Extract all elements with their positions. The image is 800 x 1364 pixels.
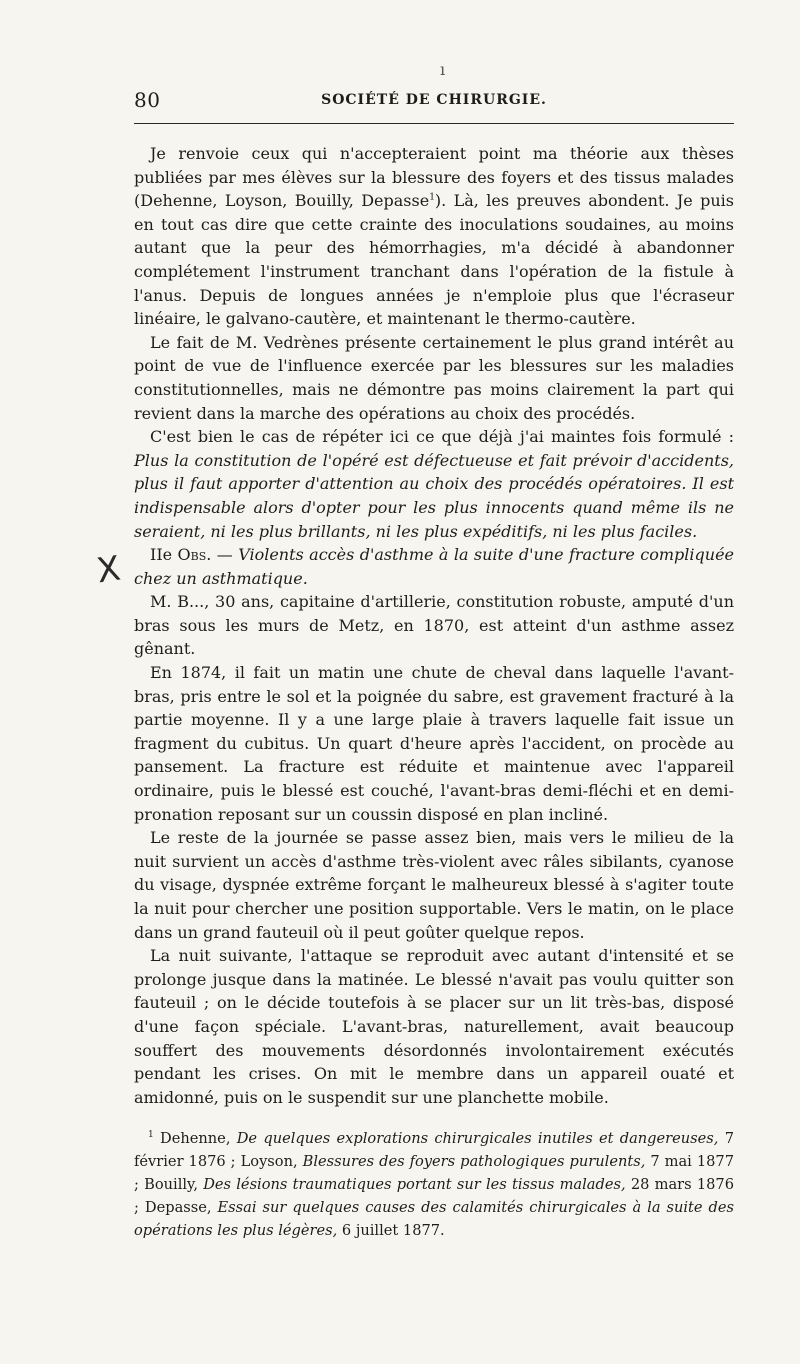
observation-heading: IIe Obs. — Violents accès d'asthme à la suite d'une fracture compliquée chez un asthmatique. — [134, 545, 735, 588]
paragraph-2: Le fait de M. Vedrènes présente certainement le plus grand intérêt au point de vue de l'influence exercée par les blessures sur les maladies constitutionnelles, mais ne démontre pas moins clairement la part qui revient dans la marche des opérations au choix des procédés. — [134, 332, 734, 423]
paragraph-5: En 1874, il fait un matin une chute de cheval dans laquelle l'avant-bras, pris entre le sol et la poignée du sabre, est gravement fracturé à la partie moyenne. Il y a une large plaie à travers laquelle fait issue un fragment du cubitus. Un quart d'heure après l'accident, on procède au pansement. La fracture est réduite et maintenue avec l'appareil ordinaire, puis le blessé est couché, l'avant-bras demi-fléchi et en demi-pronation reposant sur un coussin disposé en plan incliné. — [134, 663, 734, 824]
header-rule — [134, 123, 734, 124]
paragraph-3: C'est bien le cas de répéter ici ce que déjà j'ai maintes fois formulé : Plus la constitution de l'opéré est défectueuse et fait prévoir d'accidents, plus il faut apporter d'attention au choix des procédés opératoires. Il est indispensable alors d'opter pour les plus innocents quand même ils ne seraient, ni les plus brillants, ni les plus expéditifs, ni les plus faciles. — [134, 427, 734, 541]
pencil-tick-mark: ı — [440, 60, 446, 79]
running-title: SOCIÉTÉ DE CHIRURGIE. — [321, 92, 547, 108]
footnote: $^1$ Dehenne, De quelques explorations chirurgicales inutiles et dangereuses, 7 février 1876 ; Loyson, Blessures des foyers pathologiques purulents, 7 mai 1877 ; Bouilly, Des lésions traumatiques portant sur les tissus malades, 28 mars 1876 ; Depasse, Essai sur quelques causes des calamités chirurgicales à la suite des opérations les plus légères, 6 juillet 1877. — [134, 1130, 734, 1239]
paragraph-4: M. B..., 30 ans, capitaine d'artillerie, constitution robuste, amputé d'un bras sous les murs de Metz, en 1870, est atteint d'un asthme assez gênant. — [134, 592, 734, 659]
paragraph-7: La nuit suivante, l'attaque se reproduit avec autant d'intensité et se prolonge jusque dans la matinée. Le blessé n'avait pas voulu quitter son fauteuil ; on le décide toutefois à se placer sur un lit très-bas, disposé d'une façon spéciale. L'avant-bras, naturellement, avait beaucoup souffert des mouvements désordonnés involontairement exécutés pendant les crises. On mit le membre dans un appareil ouaté et amidonné, puis on le suspendit sur une planchette mobile. — [134, 946, 734, 1107]
maxim: Plus la constitution de l'opéré est défectueuse et fait prévoir d'accidents, plus il faut apporter d'attention au choix des procédés opératoires. Il est indispensable alors d'opter pour les plus innocents quand même ils ne seraient, ni les plus brillants, ni les plus expéditifs, ni les plus faciles. — [134, 450, 734, 541]
page-header — [134, 88, 734, 118]
margin-cross-mark: X — [94, 548, 123, 592]
observation-title: Violents accès d'asthme à la suite d'une fracture compliquée chez un asthmatique. — [134, 545, 735, 588]
paragraph-1: Je renvoie ceux qui n'accepteraient point ma théorie aux thèses publiées par mes élèves sur la blessure des foyers et des tissus malades (Dehenne, Loyson, Bouilly, Depasse$^1$). Là, les preuves abondent. Je puis en tout cas dire que cette crainte des inoculations soudaines, au moins autant que la peur des hémorrhagies, m'a décidé à abandonner complétement l'instrument tranchant dans l'opération de la fistule à l'anus. Depuis de longues années je n'emploie plus que l'écraseur linéaire, le galvano-cautère, et maintenant le thermo-cautère. — [134, 144, 735, 329]
footnote-mark: 1 — [148, 1130, 154, 1141]
page-number: 80 — [134, 88, 161, 112]
footnote-ref: 1 — [429, 192, 435, 203]
body-text — [134, 142, 734, 1109]
paragraph-6: Le reste de la journée se passe assez bien, mais vers le milieu de la nuit survient un accès d'asthme très-violent avec râles sibilants, cyanose du visage, dyspnée extrême forçant le malheureux blessé à s'agiter toute la nuit pour chercher une position supportable. Vers le matin, on le place dans un grand fauteuil où il peut goûter quelque repos. — [134, 828, 734, 942]
